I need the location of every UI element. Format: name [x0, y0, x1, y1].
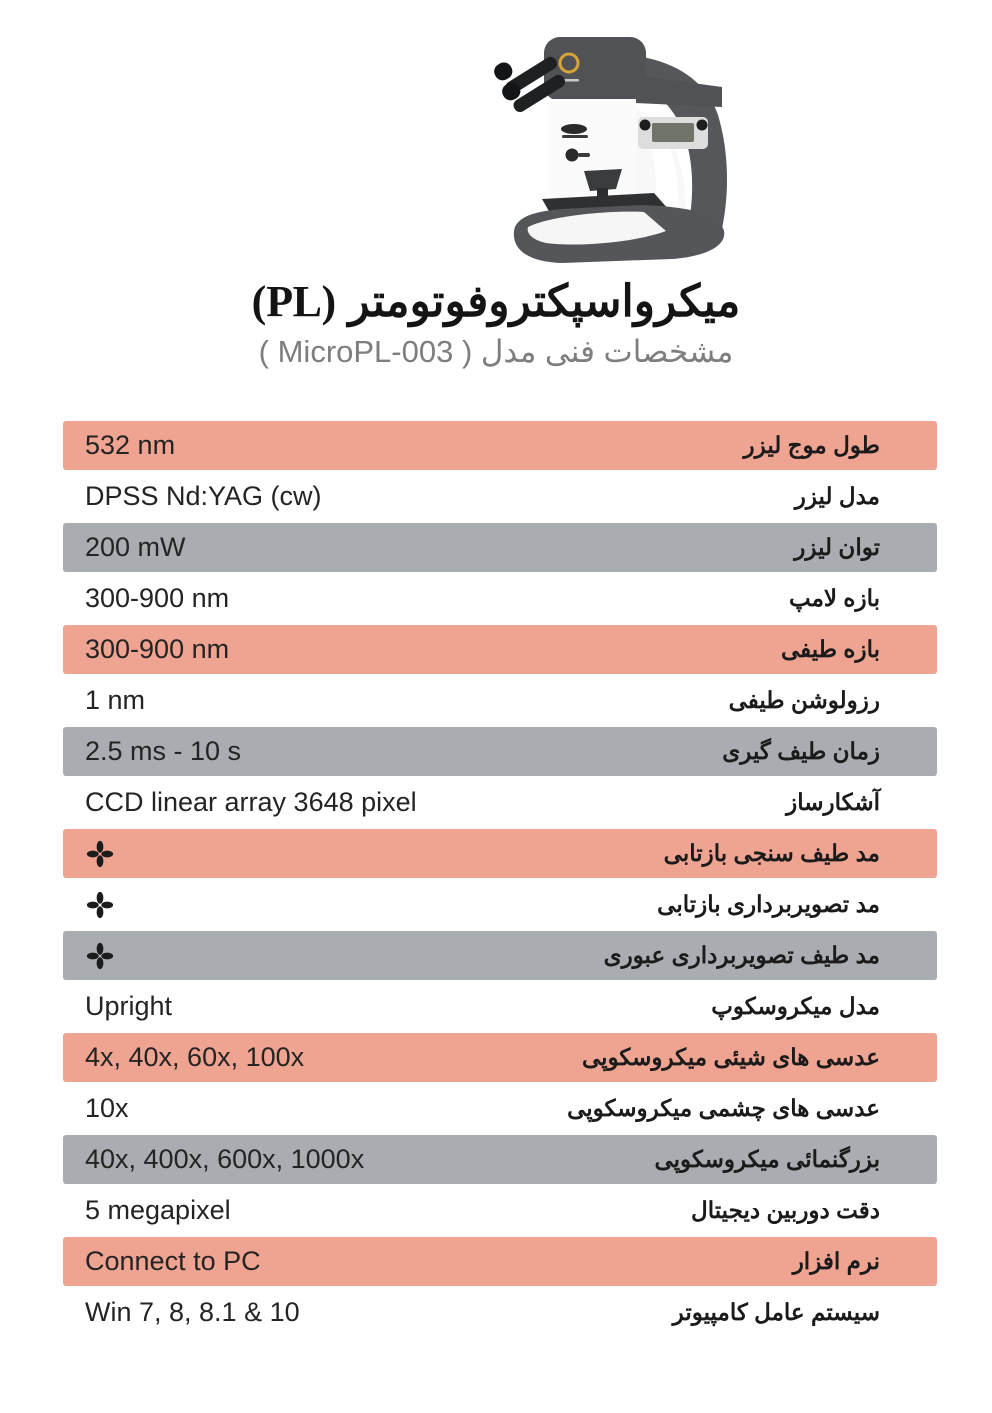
spec-label: دقت دوربین دیجیتال — [691, 1197, 880, 1223]
spec-label: آشکارساز — [786, 789, 880, 815]
feature-check-icon — [85, 890, 115, 920]
spec-label: مد طیف تصویربرداری عبوری — [603, 942, 880, 968]
spec-row — [63, 1288, 937, 1337]
spec-row — [63, 1237, 937, 1286]
spec-label: سیستم عامل کامپیوتر — [672, 1299, 880, 1325]
spec-row — [63, 676, 937, 725]
spec-row — [63, 472, 937, 521]
spec-label: رزولوشن طیفی — [728, 687, 880, 713]
page-title — [0, 274, 992, 329]
spec-row — [63, 982, 937, 1031]
spec-value: 5 megapixel — [85, 1195, 231, 1225]
spec-label: مدل میکروسکوپ — [711, 993, 880, 1019]
feature-check-icon — [85, 839, 115, 869]
page-title-en: (PL) — [251, 277, 337, 326]
spec-label: عدسی های شیئی میکروسکوپی — [581, 1044, 880, 1070]
spec-value: 300-900 nm — [85, 583, 230, 613]
spec-label: بازه طیفی — [780, 636, 880, 662]
microscope-illustration — [492, 12, 752, 274]
spec-label: مد طیف سنجی بازتابی — [663, 840, 880, 866]
spec-value: CCD linear array 3648 pixel — [85, 787, 417, 817]
spec-row — [63, 931, 937, 980]
spec-row — [63, 1084, 937, 1133]
spec-value-icon — [63, 890, 115, 920]
microscope-product-image — [492, 12, 752, 274]
page-subtitle: مشخصات فنی مدل ( MicroPL-003 ) — [258, 334, 734, 369]
spec-label: بازه لامپ — [789, 585, 880, 611]
spec-label: توان لیزر — [794, 534, 880, 560]
spec-value: Connect to PC — [85, 1246, 261, 1276]
spec-row — [63, 880, 937, 929]
spec-label: زمان طیف گیری — [722, 738, 880, 764]
spec-table — [63, 421, 937, 1339]
spec-label: طول موج لیزر — [743, 432, 880, 458]
spec-label: مدل لیزر — [794, 483, 880, 509]
spec-value: 10x — [85, 1093, 129, 1123]
spec-label: عدسی های چشمی میکروسکوپی — [567, 1095, 880, 1121]
spec-row — [63, 1135, 937, 1184]
spec-row — [63, 727, 937, 776]
spec-value: 300-900 nm — [85, 634, 230, 664]
spec-value: Win 7, 8, 8.1 & 10 — [85, 1297, 300, 1327]
spec-row — [63, 523, 937, 572]
spec-value: Upright — [85, 991, 173, 1021]
spec-row — [63, 574, 937, 623]
spec-value: 200 mW — [85, 532, 186, 562]
feature-check-icon — [85, 941, 115, 971]
title-block — [0, 274, 992, 370]
spec-label: مد تصویربرداری بازتابی — [657, 891, 880, 917]
spec-row — [63, 1186, 937, 1235]
spec-value-icon — [63, 839, 115, 869]
spec-row — [63, 421, 937, 470]
spec-row — [63, 1033, 937, 1082]
page-title-fa: میکرواسپکتروفوتومتر — [348, 277, 741, 326]
spec-value: DPSS Nd:YAG (cw) — [85, 481, 322, 511]
spec-label: نرم افزار — [792, 1248, 880, 1274]
spec-row — [63, 829, 937, 878]
spec-row — [63, 778, 937, 827]
spec-value: 532 nm — [85, 430, 176, 460]
spec-value: 4x, 40x, 60x, 100x — [85, 1042, 305, 1072]
spec-label: بزرگنمائی میکروسکوپی — [654, 1146, 880, 1172]
spec-value: 2.5 ms - 10 s — [85, 736, 242, 766]
spec-value: 1 nm — [85, 685, 146, 715]
spec-value: 40x, 400x, 600x, 1000x — [85, 1144, 365, 1174]
spec-value-icon — [63, 941, 115, 971]
spec-row — [63, 625, 937, 674]
